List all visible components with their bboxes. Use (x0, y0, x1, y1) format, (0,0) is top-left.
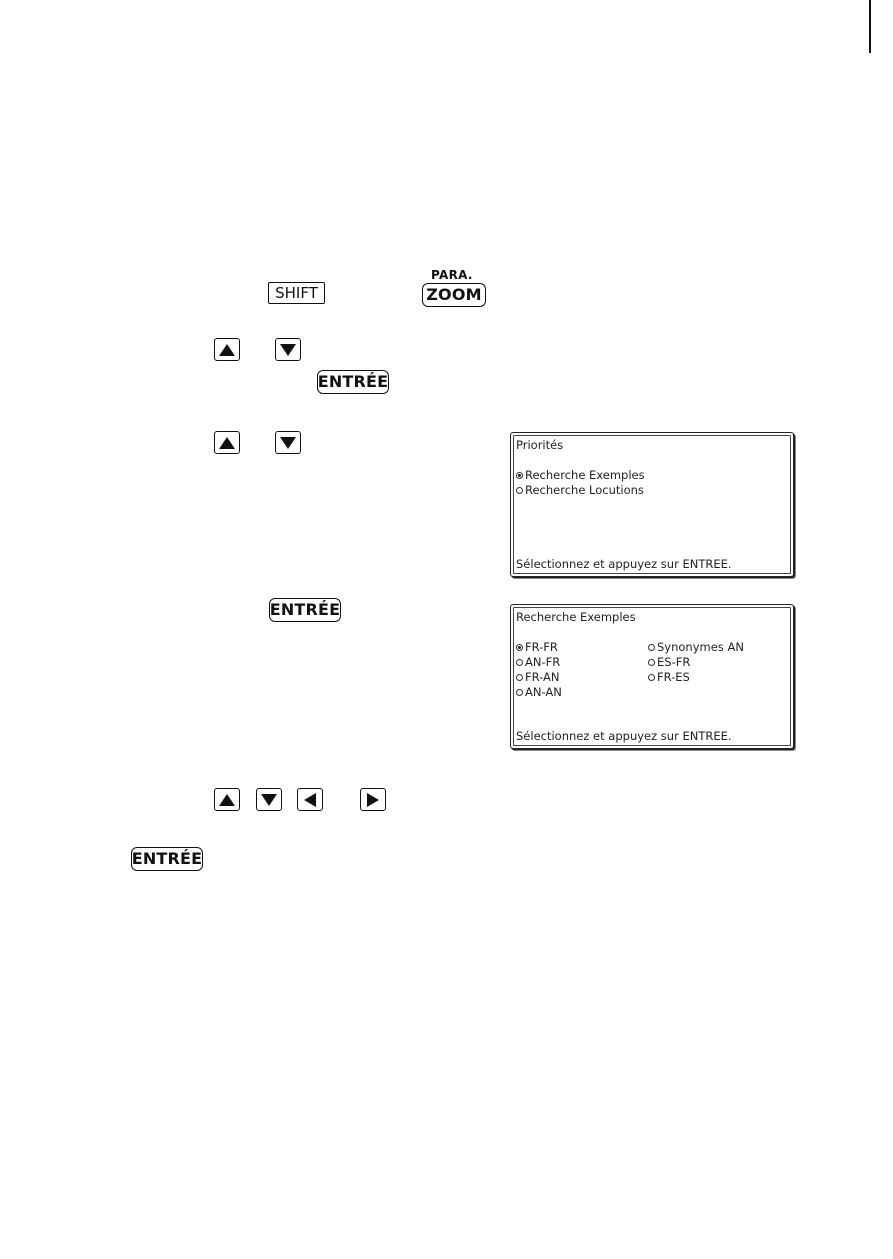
entree-key-label: ENTRÉE (317, 372, 389, 391)
radio-unselected-icon (516, 689, 523, 696)
screen-frame (513, 435, 791, 574)
down-arrow-key (275, 338, 301, 361)
up-arrow-icon (219, 794, 235, 806)
up-arrow-key (214, 788, 240, 811)
entree-key-label: ENTRÉE (269, 600, 341, 619)
down-arrow-icon (280, 344, 296, 356)
left-arrow-icon (304, 793, 316, 807)
option-label: AN-AN (525, 685, 562, 699)
screen-footer: Sélectionnez et appuyez sur ENTREE. (516, 729, 732, 743)
entree-key (269, 598, 341, 622)
entree-key (131, 847, 203, 871)
recherche-exemples-screen (510, 604, 794, 749)
radio-selected-icon (516, 644, 523, 651)
radio-unselected-icon (516, 674, 523, 681)
right-arrow-icon (367, 793, 379, 807)
down-arrow-icon (261, 794, 277, 806)
option-es-fr (648, 655, 690, 669)
left-arrow-key (297, 788, 323, 811)
shift-key-label: SHIFT (275, 284, 318, 302)
option-label: FR-AN (525, 670, 560, 684)
right-arrow-key (360, 788, 386, 811)
priorites-screen (510, 432, 794, 577)
option-label: FR-FR (525, 640, 558, 654)
up-arrow-key (214, 431, 240, 454)
option-label: Synonymes AN (657, 640, 744, 654)
down-arrow-icon (280, 437, 296, 449)
screen-title: Priorités (516, 438, 564, 452)
para-label: PARA. (431, 268, 473, 282)
radio-unselected-icon (516, 659, 523, 666)
zoom-key-label: ZOOM (426, 285, 482, 304)
radio-selected-icon (516, 472, 523, 479)
radio-unselected-icon (516, 487, 523, 494)
option-fr-an (516, 670, 560, 684)
option-synonymes-an (648, 640, 744, 654)
up-arrow-icon (219, 344, 235, 356)
option-recherche-exemples (516, 468, 645, 482)
option-label: AN-FR (525, 655, 561, 669)
option-label: Recherche Exemples (525, 468, 645, 482)
down-arrow-key (275, 431, 301, 454)
radio-unselected-icon (648, 659, 655, 666)
option-fr-es (648, 670, 690, 684)
option-label: FR-ES (657, 670, 690, 684)
shift-key (268, 282, 325, 304)
down-arrow-key (256, 788, 282, 811)
entree-key-label: ENTRÉE (131, 849, 203, 868)
option-recherche-locutions (516, 483, 644, 497)
radio-unselected-icon (648, 674, 655, 681)
up-arrow-key (214, 338, 240, 361)
up-arrow-icon (219, 437, 235, 449)
entree-key (317, 370, 389, 394)
page-margin-line (869, 0, 871, 53)
radio-unselected-icon (648, 644, 655, 651)
option-an-an (516, 685, 562, 699)
option-an-fr (516, 655, 560, 669)
zoom-key (422, 283, 486, 307)
screen-title: Recherche Exemples (516, 610, 636, 624)
option-fr-fr (516, 640, 558, 654)
option-label: ES-FR (657, 655, 691, 669)
option-label: Recherche Locutions (525, 483, 644, 497)
screen-footer: Sélectionnez et appuyez sur ENTREE. (516, 557, 732, 571)
